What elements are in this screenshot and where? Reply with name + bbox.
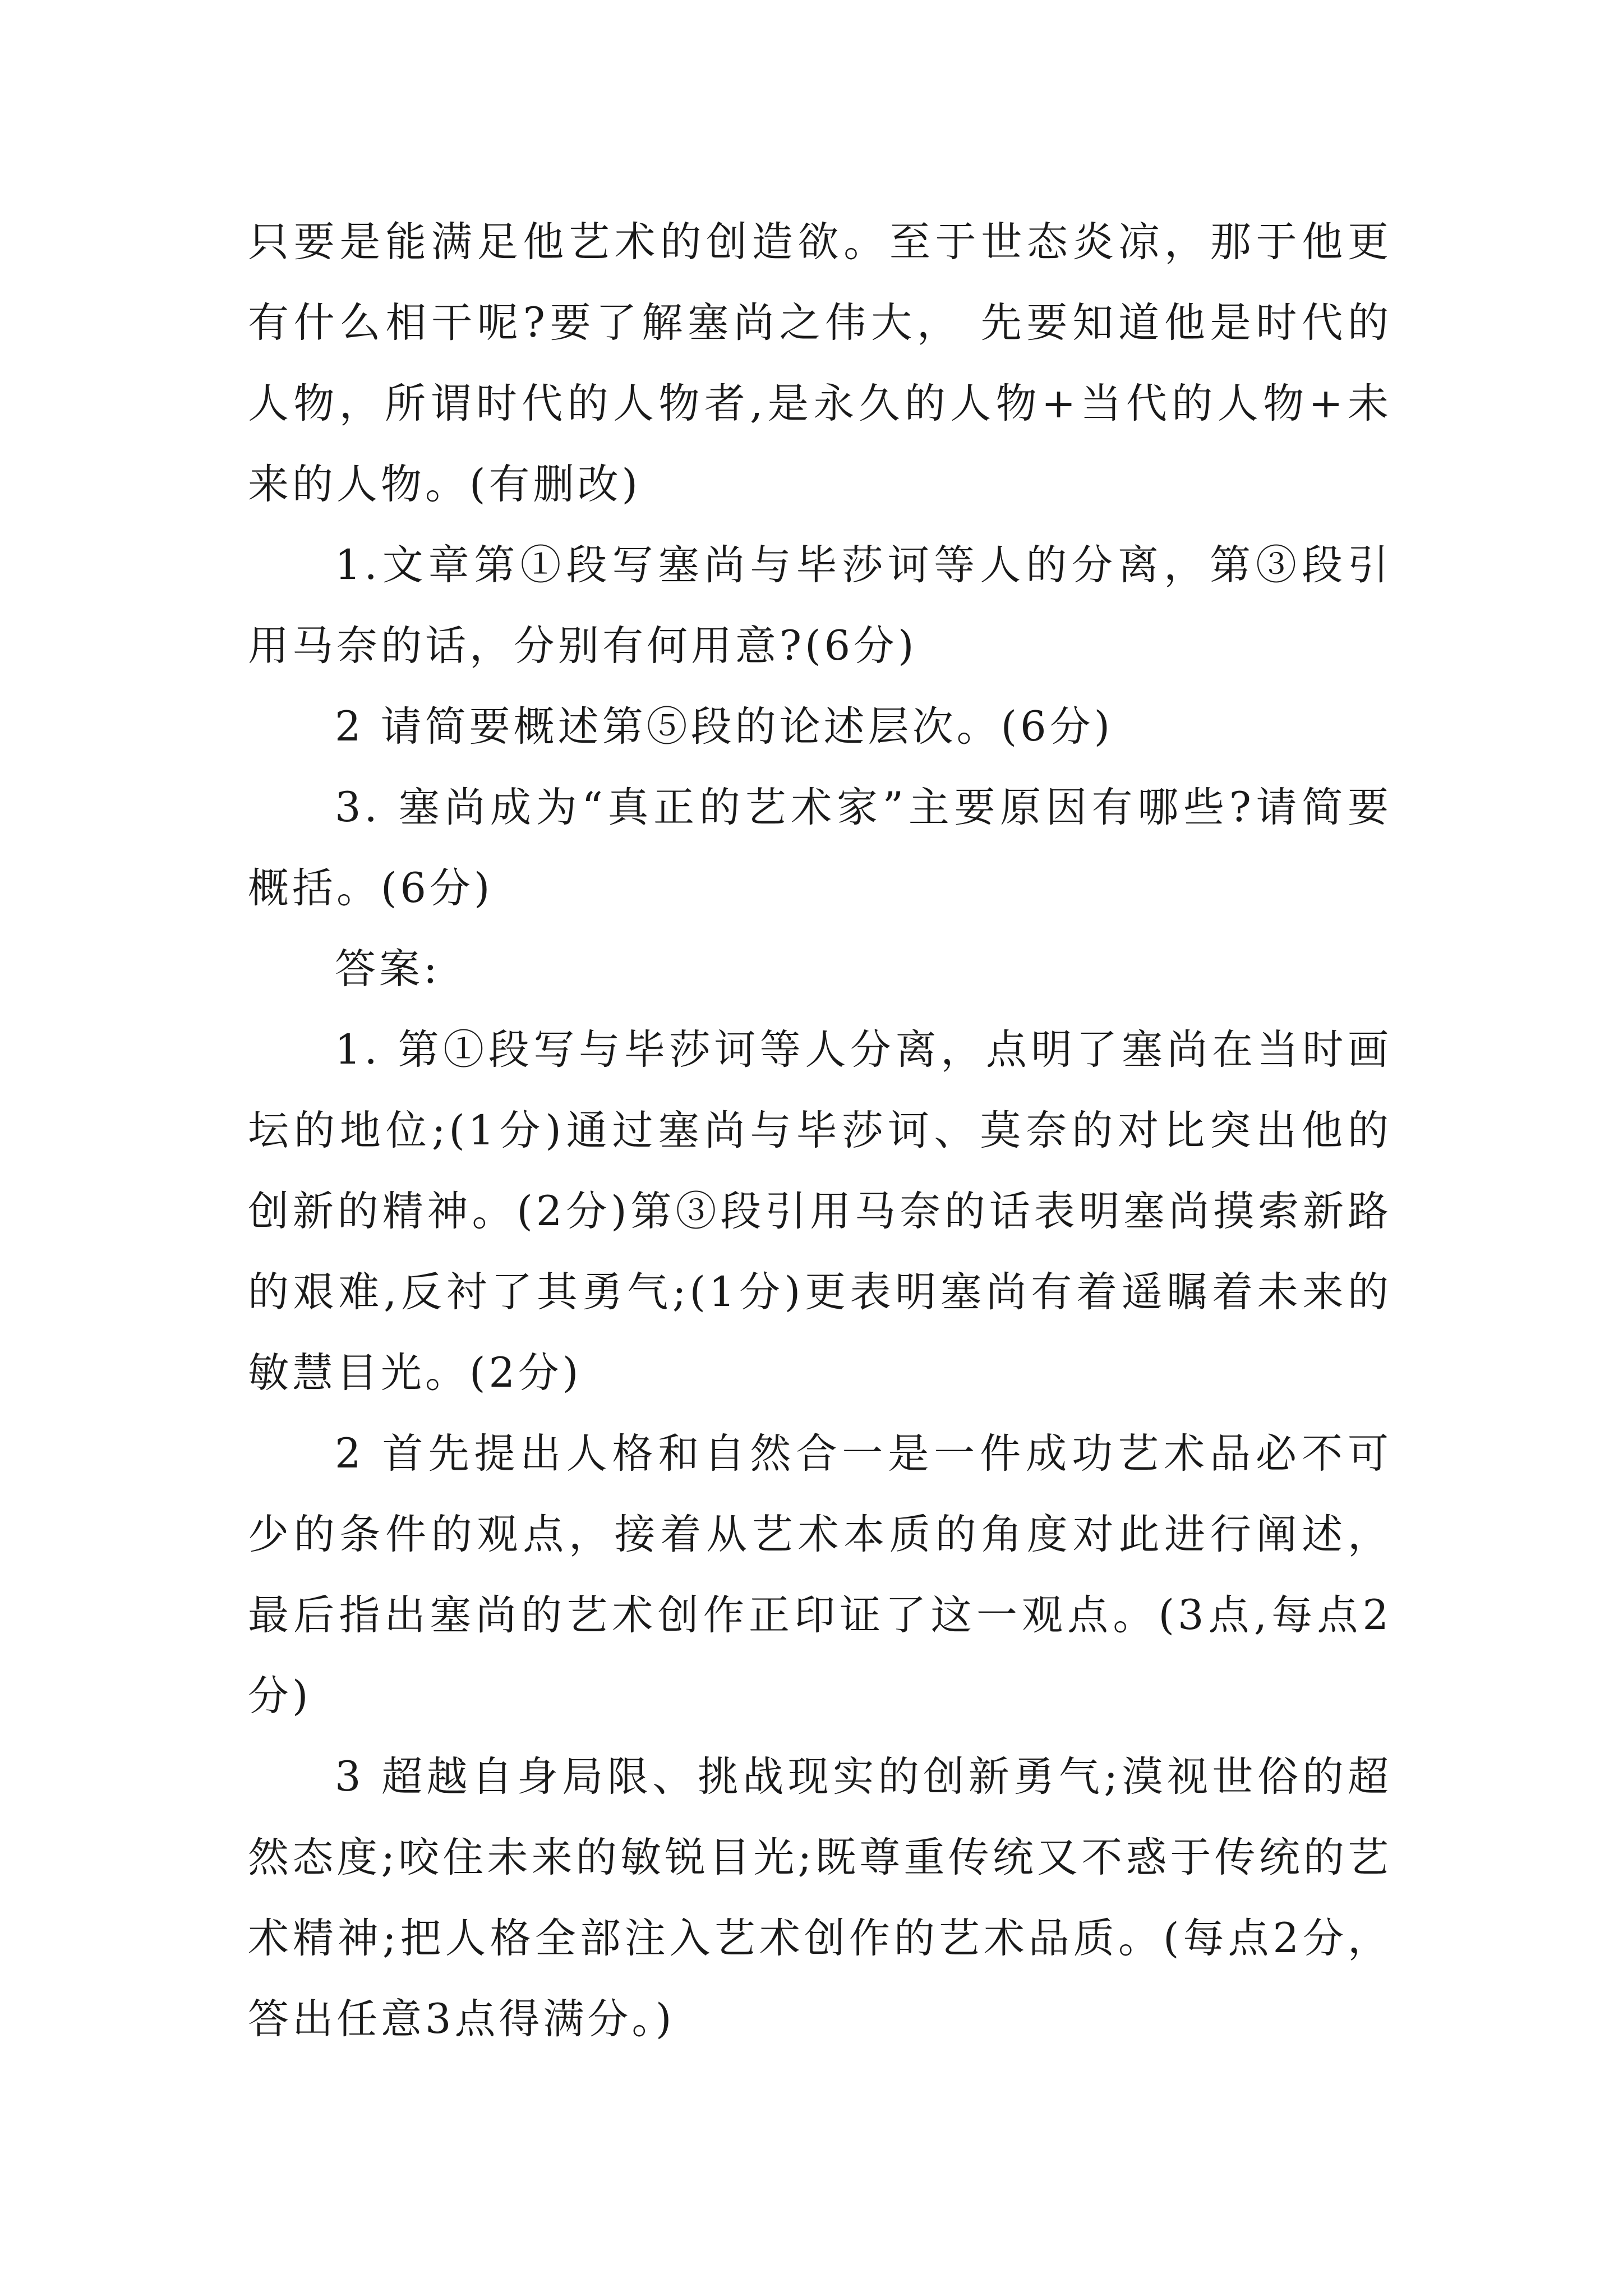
answer-3: 3 超越自身局限、挑战现实的创新勇气;漠视世俗的超然态度;咬住未来的敏锐目光;既尊重传统又不惑于传统的艺术精神;把人格全部注入艺术创作的艺术品质。(每点2分，答出任意3点得满分。) bbox=[248, 1753, 1392, 2043]
question-2: 2 请简要概述第⑤段的论述层次。(6分) bbox=[335, 703, 1114, 751]
answer-1: 1. 第①段写与毕莎诃等人分离，点明了塞尚在当时画坛的地位;(1分)通过塞尚与毕莎诃、莫奈的对比突出他的创新的精神。(2分)第③段引用马奈的话表明塞尚摸索新路的艰难,反衬了其勇气;(1分)更表明塞尚有着遥瞩着未来的敏慧目光。(2分) bbox=[248, 1026, 1392, 1397]
document-body bbox=[248, 202, 1392, 2060]
intro-paragraph: 只要是能满足他艺术的创造欲。至于世态炎凉，那于他更有什么相干呢?要了解塞尚之伟大， 先要知道他是时代的人物，所谓时代的人物者,是永久的人物+当代的人物+未来的人物。(有删改) bbox=[248, 218, 1392, 508]
question-3: 3. 塞尚成为“真正的艺术家”主要原因有哪些?请简要概括。(6分) bbox=[248, 784, 1392, 912]
answer-2: 2 首先提出人格和自然合一是一件成功艺术品必不可少的条件的观点，接着从艺术本质的角度对此进行阐述，最后指出塞尚的艺术创作正印证了这一观点。(3点,每点2分) bbox=[248, 1430, 1392, 1720]
answer-heading: 答案: bbox=[335, 945, 441, 993]
question-1: 1.文章第①段写塞尚与毕莎诃等人的分离，第③段引用马奈的话，分别有何用意?(6分) bbox=[248, 541, 1392, 670]
